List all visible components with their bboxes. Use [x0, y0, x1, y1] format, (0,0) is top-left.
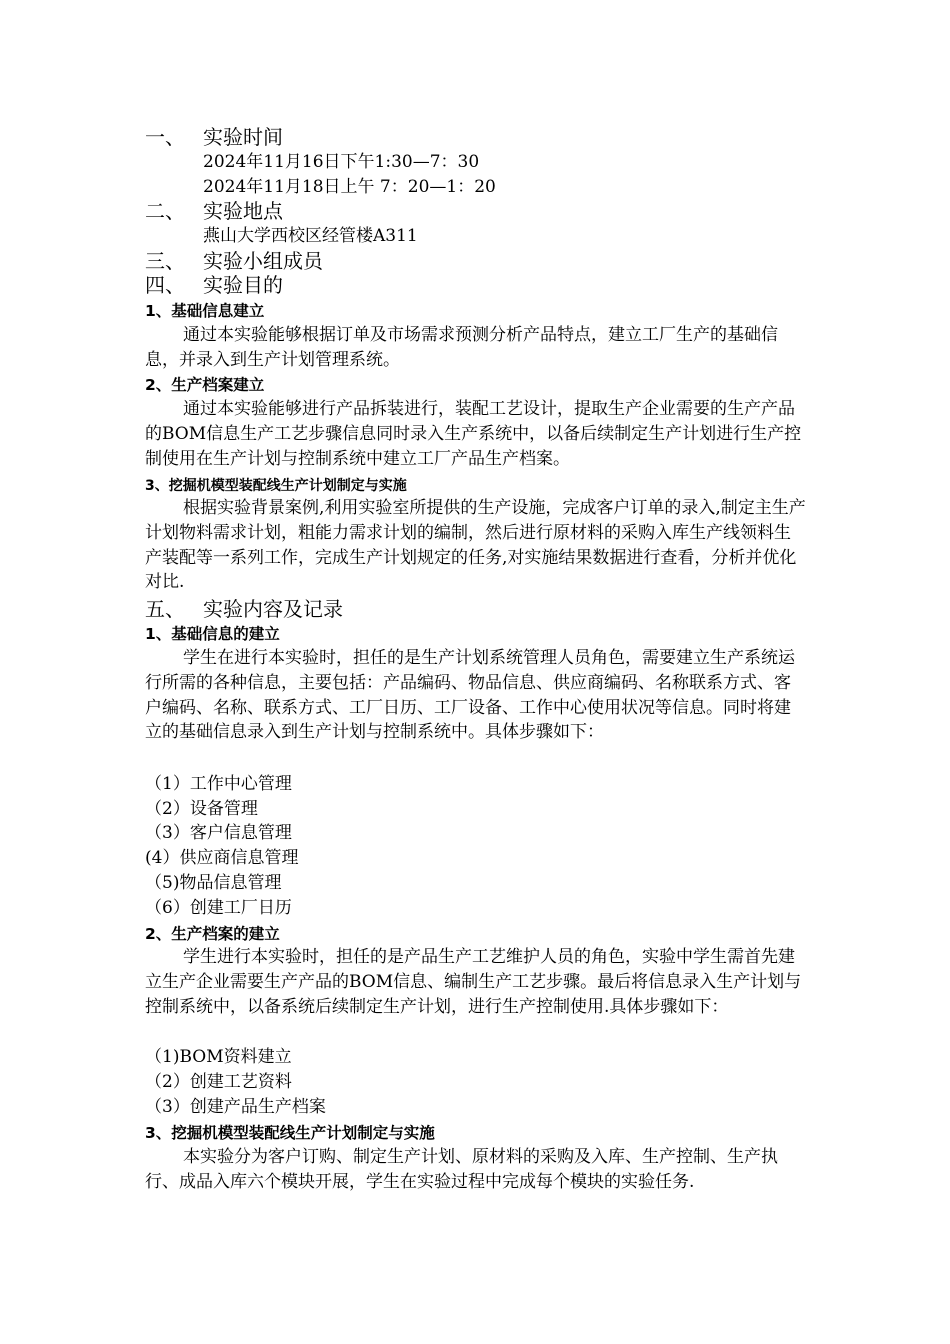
content-subheading-3: 3、挖掘机模型装配线生产计划制定与实施 [145, 1124, 435, 1142]
step-item: （2）设备管理 [145, 799, 258, 819]
section-number: 一、 [145, 125, 185, 149]
section-number: 四、 [145, 273, 185, 297]
content-paragraph-2: 学生进行本实验时，担任的是产品生产工艺维护人员的角色，实验中学生需首先建立生产企业需要生产产品的BOM信息、编制生产工艺步骤。最后将信息录入生产计划与控制系统中，以备系统后续制定生产计划，进行生产控制使用.具体步骤如下： [145, 947, 802, 1017]
purpose-subheading-2: 2、生产档案建立 [145, 376, 265, 394]
section-title: 实验小组成员 [203, 249, 323, 273]
step-item: （3）创建产品生产档案 [145, 1097, 326, 1117]
purpose-paragraph-1: 通过本实验能够根据订单及市场需求预测分析产品特点，建立工厂生产的基础信息，并录入到生产计划管理系统。 [145, 325, 778, 370]
section-heading-time [145, 124, 283, 150]
content-paragraph-3: 本实验分为客户订购、制定生产计划、原材料的采购及入库、生产控制、生产执行、成品入库六个模块开展，学生在实验过程中完成每个模块的实验任务. [145, 1147, 778, 1192]
section-number: 二、 [145, 199, 185, 223]
section-title: 实验时间 [203, 125, 283, 149]
time-line-2: 2024年11月18日上午 7：20—1：20 [203, 177, 496, 197]
step-item: （6）创建工厂日历 [145, 898, 292, 918]
time-line-1: 2024年11月16日下午1:30—7：30 [203, 152, 480, 172]
step-item: （3）客户信息管理 [145, 823, 292, 843]
section-number: 五、 [145, 597, 185, 621]
step-item: （2）创建工艺资料 [145, 1072, 292, 1092]
step-item: （5)物品信息管理 [145, 873, 282, 893]
step-item: (4）供应商信息管理 [145, 848, 299, 868]
section-title: 实验内容及记录 [203, 597, 343, 621]
section-heading-members [145, 248, 323, 274]
purpose-paragraph-2: 通过本实验能够进行产品拆装进行，装配工艺设计，提取生产企业需要的生产产品的BOM信息生产工艺步骤信息同时录入生产系统中，以备后续制定生产计划进行生产控制使用在生产计划与控制系统中建立工厂产品生产档案。 [145, 399, 802, 469]
section-heading-location [145, 198, 283, 224]
section-number: 三、 [145, 249, 185, 273]
content-paragraph-1: 学生在进行本实验时，担任的是生产计划系统管理人员角色，需要建立生产系统运行所需的各种信息，主要包括：产品编码、物品信息、供应商编码、名称联系方式、客户编码、名称、联系方式、工厂日历、工厂设备、工作中心使用状况等信息。同时将建立的基础信息录入到生产计划与控制系统中。具体步骤如下： [145, 648, 795, 743]
section-heading-purpose [145, 272, 283, 298]
purpose-subheading-3: 3、挖掘机模型装配线生产计划制定与实施 [145, 478, 407, 494]
content-subheading-1: 1、基础信息的建立 [145, 625, 280, 643]
section-title: 实验地点 [203, 199, 283, 223]
step-item: （1)BOM资料建立 [145, 1047, 292, 1067]
purpose-paragraph-3: 根据实验背景案例,利用实验室所提供的生产设施，完成客户订单的录入,制定主生产计划物料需求计划，粗能力需求计划的编制，然后进行原材料的采购入库生产线领料生产装配等一系列工作，完成生产计划规定的任务,对实施结果数据进行查看，分析并优化对比. [145, 498, 806, 593]
location-text: 燕山大学西校区经管楼A311 [203, 226, 418, 246]
section-heading-content [145, 596, 343, 622]
content-subheading-2: 2、生产档案的建立 [145, 925, 280, 943]
step-item: （1）工作中心管理 [145, 774, 292, 794]
section-title: 实验目的 [203, 273, 283, 297]
purpose-subheading-1: 1、基础信息建立 [145, 302, 265, 320]
